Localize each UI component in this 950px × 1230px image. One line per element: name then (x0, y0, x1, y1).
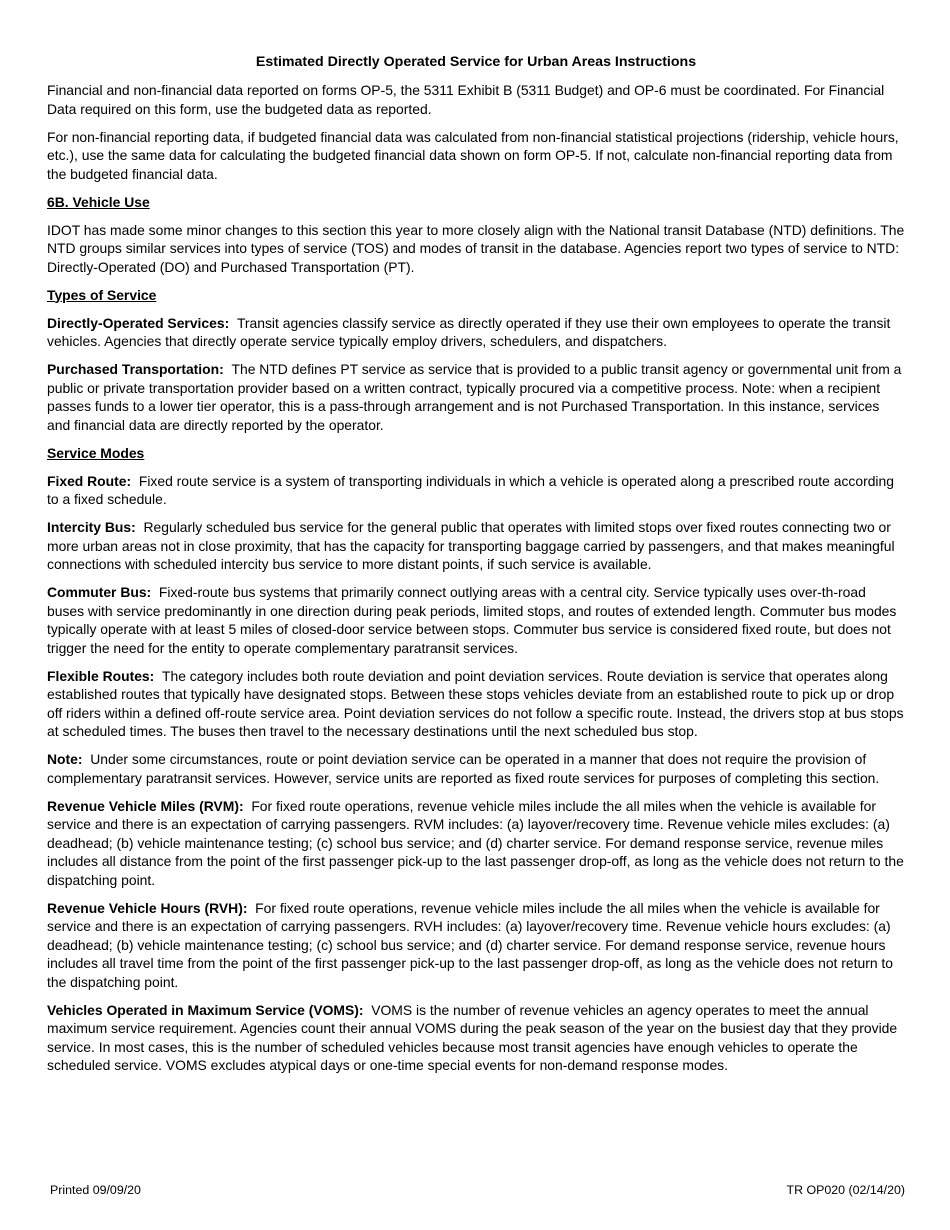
definition-fixed-route (47, 472, 905, 509)
definition-term: Note: (47, 751, 83, 767)
definition-text: VOMS is the number of revenue vehicles an agency operates to meet the annual maximum service requirement. Agencies count their annual VOMS during the peak season of the year on the busiest day that they provide service. In most cases, this is the number of scheduled vehicles because most transit agencies have enough vehicles to operate the scheduled service. VOMS excludes atypical days or one-time special events for non-demand response modes. (47, 1001, 898, 1073)
definition-commuter-bus (47, 583, 905, 657)
definition-text: The category includes both route deviation and point deviation services. Route deviation is service that operates along established routes that typically have designated stops. Between these stops vehicles deviate from an established route to pick up or drop off riders within a defined off-route service area. Point deviation services do not follow a specific route. Instead, the drivers stop at bus stops at scheduled times. The buses then travel to the necessary destinations until the next scheduled bus stop. (47, 667, 904, 739)
definition-text: For fixed route operations, revenue vehicle miles include the all miles when the vehicle is available for service and there is an expectation of carrying passengers. RVM includes: (a) layover/recovery time. Revenue vehicle miles excludes: (a) deadhead; (b) vehicle maintenance testing; (c) school bus service; and (d) charter service. For demand response service, revenue miles includes all distance from the point of the first passenger pick-up to the last passenger drop-off, as long as the vehicle does not return to the dispatching point. (47, 797, 904, 888)
definition-term: Intercity Bus: (47, 519, 136, 535)
definition-text: Regularly scheduled bus service for the general public that operates with limited stops over fixed routes connecting two or more urban areas not in close proximity, that has the capacity for transporting baggage carried by passengers, and that makes meaningful connections with scheduled intercity bus service to more distant points, if such service is available. (47, 519, 895, 572)
definition-text: Fixed-route bus systems that primarily connect outlying areas with a central city. Service typically uses over-th-road buses with service predominantly in one direction during peak periods, limited stops, and routes of extended length. Commuter bus modes typically operate with at least 5 miles of closed-door service between stops. Commuter bus service is considered fixed route, but does not trigger the need for the entity to operate complementary paratransit services. (47, 584, 897, 656)
definition-text: Under some circumstances, route or point deviation service can be operated in a manner that does not require the provision of complementary paratransit services. However, service units are reported as fixed route services for purposes of completing this section. (47, 751, 880, 786)
definition-text: Fixed route service is a system of transporting individuals in which a vehicle is operated along a prescribed route according to a fixed schedule. (47, 472, 894, 507)
definition-note (47, 750, 905, 787)
vehicle-use-paragraph: IDOT has made some minor changes to this section this year to more closely align with the National transit Database (NTD) definitions. The NTD groups similar services into types of service (TOS) and modes of transit in the database. Agencies report two types of service to NTD: Directly-Operated (DO) and Purchased Transportation (PT). (47, 221, 905, 275)
definition-voms (47, 1001, 905, 1075)
definition-term: Vehicles Operated in Maximum Service (VOMS): (47, 1001, 364, 1018)
definition-purchased-transportation (47, 360, 905, 434)
definition-text: For fixed route operations, revenue vehicle miles include the all miles when the vehicle is available for service and there is an expectation of carrying passengers. RVH includes: (a) layover/recovery time. Revenue vehicle hours excludes: (a) deadhead; (b) vehicle maintenance testing; (c) school bus service; and (d) charter service. For demand response service, revenue hours includes all travel time from the point of the first passenger pick-up to the last passenger drop-off, as long as the vehicle does not return to the dispatching point. (47, 899, 893, 990)
definition-term: Purchased Transportation: (47, 361, 224, 377)
service-modes-heading: Service Modes (47, 444, 145, 461)
definition-term: Revenue Vehicle Miles (RVM): (47, 797, 244, 814)
definition-term: Flexible Routes: (47, 667, 155, 684)
page-title: Estimated Directly Operated Service for Urban Areas Instructions (255, 54, 697, 70)
printed-date: Printed 09/09/20 (50, 1183, 141, 1197)
definition-term: Revenue Vehicle Hours (RVH): (47, 899, 248, 916)
definition-text: Transit agencies classify service as directly operated if they use their own employees to operate the transit vehicles. Agencies that directly operate service typically employ drivers, schedulers, and dispatchers. (47, 314, 891, 349)
form-id: TR OP020 (02/14/20) (786, 1183, 905, 1197)
definition-term: Commuter Bus: (47, 584, 152, 600)
definition-revenue-vehicle-miles (47, 797, 905, 890)
definition-term: Directly-Operated Services: (47, 314, 230, 331)
vehicle-use-heading: 6B. Vehicle Use (47, 193, 150, 210)
definition-intercity-bus (47, 518, 905, 574)
definition-flexible-routes (47, 667, 905, 741)
document-page (47, 53, 905, 1084)
definition-text: The NTD defines PT service as service that is provided to a public transit agency or governmental unit from a public or private transportation provider based on a written contract, typically procured via a competitive process. Note: when a recipient passes funds to a lower tier operator, this is a pass-through arrangement and is not Purchased Transportation. In this instance, services and financial data are directly reported by the operator. (47, 361, 902, 433)
types-of-service-heading: Types of Service (47, 286, 157, 303)
intro-paragraph-2: For non-financial reporting data, if budgeted financial data was calculated from non-financial statistical projections (ridership, vehicle hours, etc.), use the same data for calculating the budgeted financial data shown on form OP-5. If not, calculate non-financial reporting data from the budgeted financial data. (47, 128, 899, 182)
definition-term: Fixed Route: (47, 472, 132, 489)
intro-paragraph-1: Financial and non-financial data reported on forms OP-5, the 5311 Exhibit B (5311 Budget) and OP-6 must be coordinated. For Financial Data required on this form, use the budgeted data as reported. (47, 82, 885, 117)
definition-revenue-vehicle-hours (47, 899, 905, 992)
definition-directly-operated (47, 314, 905, 351)
